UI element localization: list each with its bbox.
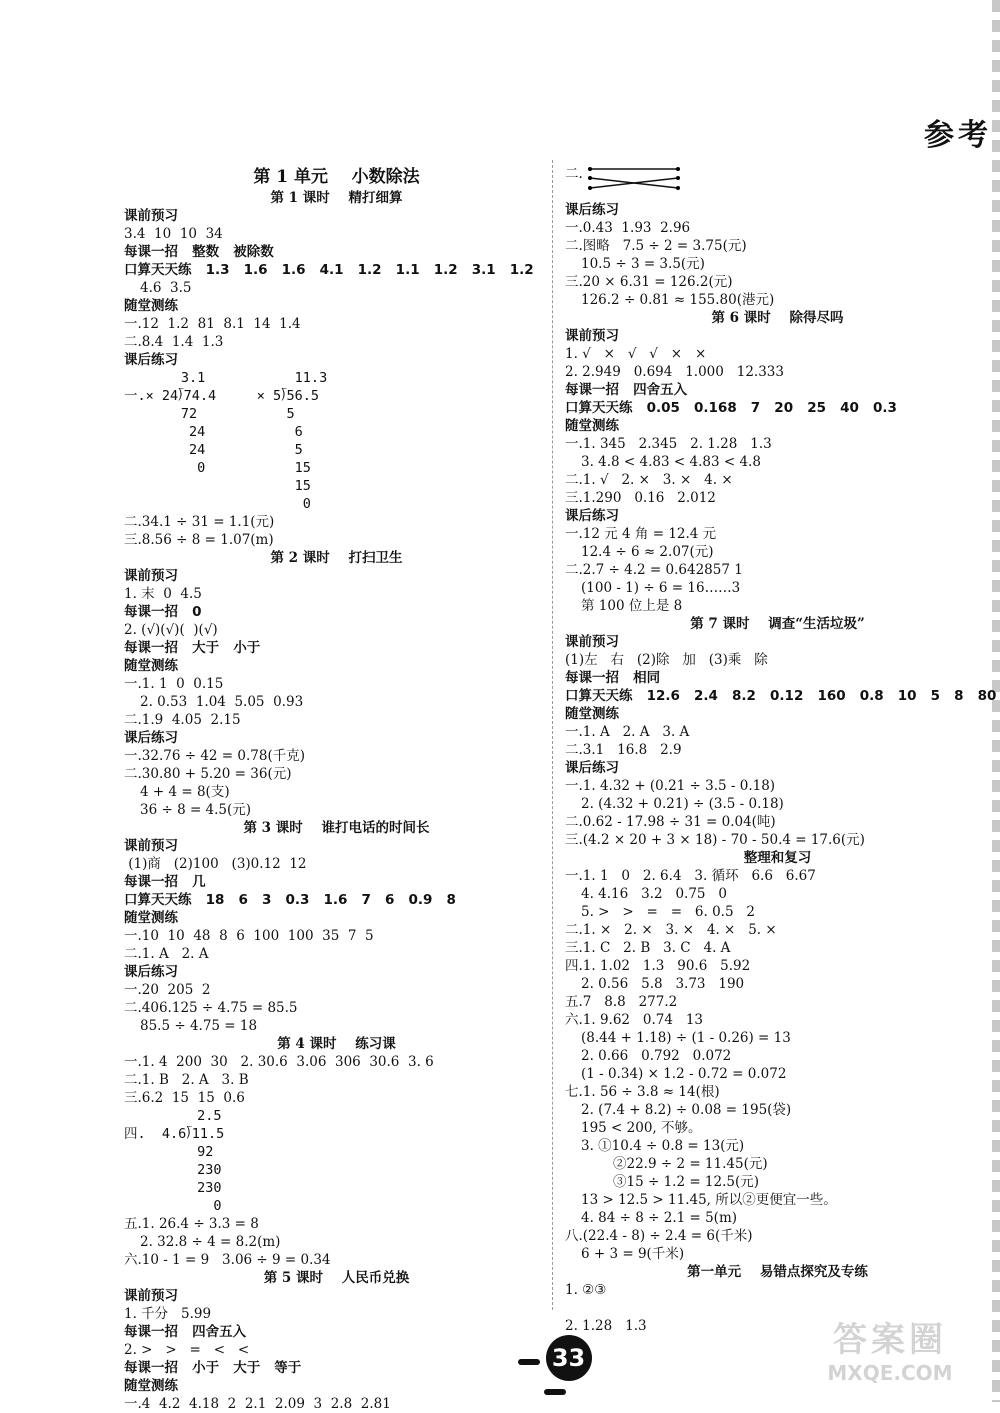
answer-line: 二.406.125 ÷ 4.75 = 85.5 — [124, 1000, 298, 1016]
answer-line: 三.20 × 6.31 = 126.2(元) — [565, 274, 733, 290]
answer-line: 二.34.1 ÷ 31 = 1.1(元) — [124, 514, 275, 530]
watermark — [800, 1312, 980, 1385]
answer-line: 一.12 1.2 81 8.1 14 1.4 — [124, 316, 301, 332]
answer-line: 第 7 课时 调查“生活垃圾” — [690, 616, 865, 632]
answer-line: 第 2 课时 打扫卫生 — [270, 550, 403, 566]
answer-line: 2. (√)(√)( )(√) — [124, 622, 218, 638]
watermark-logo: 答案圈 — [833, 1320, 947, 1360]
answer-line: 2. 0.56 5.8 3.73 190 — [581, 976, 745, 992]
answer-line: 课后练习 — [124, 352, 178, 368]
answer-line: 一.× 24⟌74.4 × 5⟌56.5 — [124, 388, 320, 404]
answer-line: 二.8.4 1.4 1.3 — [124, 334, 224, 350]
answer-line: (1 - 0.34) × 1.2 - 0.72 = 0.072 — [581, 1066, 787, 1082]
answer-line: (1)左 右 (2)除 加 (3)乘 除 — [565, 652, 768, 668]
answer-line: 2. 1.28 1.3 — [565, 1318, 647, 1334]
right-column — [565, 165, 997, 1335]
answer-line: 6 + 3 = 9(千米) — [581, 1246, 685, 1262]
answer-line: 第一单元 易错点探究及专练 — [687, 1264, 868, 1280]
answer-line: 36 ÷ 8 = 4.5(元) — [140, 802, 252, 818]
answer-line: 每课一招 0 — [124, 604, 202, 620]
answer-line: (1)商 (2)100 (3)0.12 12 — [124, 856, 307, 872]
answer-line: 三.(4.2 × 20 + 3 × 18) - 70 - 50.4 = 17.6(元) — [565, 832, 865, 848]
answer-line: 0 15 — [124, 460, 311, 476]
left-column — [124, 165, 549, 1413]
match-dot — [588, 167, 592, 171]
answer-line: 每课一招 大于 小于 — [124, 640, 261, 656]
answer-line: 每课一招 整数 被除数 — [124, 244, 274, 260]
answer-line: 一.20 205 2 — [124, 982, 211, 998]
answer-line: ③15 ÷ 1.2 = 12.5(元) — [613, 1174, 760, 1190]
page-number-badge: 33 — [546, 1335, 592, 1381]
match-dot — [676, 186, 680, 190]
answer-line: 课后练习 — [124, 964, 178, 980]
match-dot — [676, 167, 680, 171]
answer-line: 二.1.9 4.05 2.15 — [124, 712, 241, 728]
answer-line: 一.1. 1 0 0.15 — [124, 676, 224, 692]
answer-line: 口算天天练 0.05 0.168 7 20 25 40 0.3 — [565, 400, 897, 416]
answer-line: 五.7 8.8 277.2 — [565, 994, 678, 1010]
answer-line: 二.1. B 2. A 3. B — [124, 1072, 249, 1088]
answer-line: 随堂测练 — [124, 658, 178, 674]
answer-line: 四. 4.6⟌11.5 — [124, 1126, 225, 1142]
answer-line: 一.32.76 ÷ 42 = 0.78(千克) — [124, 748, 305, 764]
answer-line: 随堂测练 — [124, 1378, 178, 1394]
ornament-right — [544, 1389, 566, 1395]
answer-line: 随堂测练 — [565, 418, 619, 434]
answer-line: 2.5 — [124, 1108, 222, 1124]
answer-line: 每课一招 几 — [124, 874, 206, 890]
matching-lines-figure — [586, 164, 686, 194]
answer-line: 12.4 ÷ 6 ≈ 2.07(元) — [581, 544, 714, 560]
answer-line: 课前预习 — [124, 1288, 178, 1304]
answer-line: 三.1. C 2. B 3. C 4. A — [565, 940, 731, 956]
answer-line: 每课一招 相同 — [565, 670, 661, 686]
answer-line: 每课一招 四舍五入 — [124, 1324, 247, 1340]
answer-line: 2. 32.8 ÷ 4 = 8.2(m) — [140, 1234, 281, 1250]
answer-line: 2. 0.53 1.04 5.05 0.93 — [140, 694, 304, 710]
answer-line: 五.1. 26.4 ÷ 3.3 = 8 — [124, 1216, 259, 1232]
answer-line: 第 1 单元 小数除法 — [253, 167, 420, 187]
answer-line: 24 5 — [124, 442, 303, 458]
answer-line: 第 4 课时 练习课 — [277, 1036, 396, 1052]
match-dot — [588, 176, 592, 180]
answer-line: 课前预习 — [124, 568, 178, 584]
answer-line: 三.6.2 15 15 0.6 — [124, 1090, 245, 1106]
answer-line: 3. ①10.4 ÷ 0.8 = 13(元) — [581, 1138, 745, 1154]
answer-line: ②22.9 ÷ 2 = 11.45(元) — [613, 1156, 768, 1172]
answer-line: 一.1. A 2. A 3. A — [565, 724, 690, 740]
page-number — [505, 1335, 605, 1400]
answer-line: 四.1. 1.02 1.3 90.6 5.92 — [565, 958, 751, 974]
answer-line: 2. 0.66 0.792 0.072 — [581, 1048, 732, 1064]
answer-line: 整理和复习 — [743, 850, 812, 866]
answer-line: 课后练习 — [565, 508, 619, 524]
answer-line: 六.10 - 1 = 9 3.06 ÷ 9 = 0.34 — [124, 1252, 331, 1268]
answer-line: 4.6 3.5 — [140, 280, 192, 296]
answer-line: 1. ②③ — [565, 1282, 607, 1298]
page-header: 参考 — [924, 118, 992, 153]
answer-line: 10.5 ÷ 3 = 3.5(元) — [581, 256, 705, 272]
answer-line: 1. √ × √ √ × × — [565, 346, 707, 362]
answer-line: 第 3 课时 谁打电话的时间长 — [243, 820, 430, 836]
answer-line: 课前预习 — [565, 328, 619, 344]
answer-line: 第 6 课时 除得尽吗 — [711, 310, 844, 326]
answer-line: 2. (7.4 + 8.2) ÷ 0.08 = 195(袋) — [581, 1102, 792, 1118]
answer-line: 二.30.80 + 5.20 = 36(元) — [124, 766, 292, 782]
answer-line: 八.(22.4 - 8) ÷ 2.4 = 6(千米) — [565, 1228, 753, 1244]
answer-line: 随堂测练 — [124, 298, 178, 314]
answer-line: 二.3.1 16.8 2.9 — [565, 742, 682, 758]
answer-line: 13 > 12.5 > 11.45, 所以②更便宜一些。 — [581, 1192, 837, 1208]
answer-line: 随堂测练 — [124, 910, 178, 926]
answer-line: 一.4 4.2 4.18 2 2.1 2.09 3 2.8 2.81 — [124, 1396, 391, 1412]
answer-line: 一.10 10 48 8 6 100 100 35 7 5 — [124, 928, 374, 944]
answer-line: 4. 84 ÷ 8 ÷ 2.1 = 5(m) — [581, 1210, 738, 1226]
answer-line: (100 - 1) ÷ 6 = 16……3 — [581, 580, 741, 596]
answer-line: 2. > > = < < — [124, 1342, 250, 1358]
answer-line: 口算天天练 12.6 2.4 8.2 0.12 160 0.8 10 5 8 80 — [565, 688, 997, 704]
watermark-url: MXQE.COM — [827, 1361, 953, 1385]
answer-line: 课前预习 — [124, 208, 178, 224]
answer-line: 一.1. 345 2.345 2. 1.28 1.3 — [565, 436, 772, 452]
answer-line: 第 1 课时 精打细算 — [270, 190, 403, 206]
answer-line: 0 — [124, 1198, 222, 1214]
answer-line: 课前预习 — [565, 634, 619, 650]
answer-line: 随堂测练 — [565, 706, 619, 722]
answer-line: 1. 千分 5.99 — [124, 1306, 212, 1322]
answer-line: 5. > > = = 6. 0.5 2 — [581, 904, 756, 920]
answer-line: 三.8.56 ÷ 8 = 1.07(m) — [124, 532, 274, 548]
answer-line: 4 + 4 = 8(支) — [140, 784, 230, 800]
ornament-left — [518, 1359, 540, 1365]
answer-line: 一.12 元 4 角 = 12.4 元 — [565, 526, 717, 542]
answer-line: 每课一招 小于 大于 等于 — [124, 1360, 302, 1376]
answer-line: 二.1. A 2. A — [124, 946, 209, 962]
answer-line: 一.0.43 1.93 2.96 — [565, 220, 691, 236]
answer-line: 口算天天练 18 6 3 0.3 1.6 7 6 0.9 8 — [124, 892, 456, 908]
answer-line: 1. 末 0 4.5 — [124, 586, 202, 602]
answer-line: 七.1. 56 ÷ 3.8 ≈ 14(根) — [565, 1084, 720, 1100]
answer-line: 0 — [124, 496, 311, 512]
answer-line: 72 5 — [124, 406, 295, 422]
answer-line: 课后练习 — [565, 760, 619, 776]
answer-line: 3.1 11.3 — [124, 370, 328, 386]
answer-line: 24 6 — [124, 424, 303, 440]
answer-line: 85.5 ÷ 4.75 = 18 — [140, 1018, 258, 1034]
answer-line: 230 — [124, 1162, 222, 1178]
answer-line: 二. — [565, 166, 583, 182]
answer-line: 3.4 10 10 34 — [124, 226, 223, 242]
answer-line: (8.44 + 1.18) ÷ (1 - 0.26) = 13 — [581, 1030, 791, 1046]
answer-line: 三.1.290 0.16 2.012 — [565, 490, 716, 506]
answer-line: 二.2.7 ÷ 4.2 = 0.642857 1 — [565, 562, 743, 578]
answer-line: 课后练习 — [124, 730, 178, 746]
answer-line: 二.1. × 2. × 3. × 4. × 5. × — [565, 922, 777, 938]
answer-line: 195 < 200, 不够。 — [581, 1120, 702, 1136]
answer-line: 课前预习 — [124, 838, 178, 854]
answer-line: 15 — [124, 478, 311, 494]
answer-line: 3. 4.8 < 4.83 < 4.83 < 4.8 — [581, 454, 761, 470]
answer-line: 二.0.62 - 17.98 ÷ 31 = 0.04(吨) — [565, 814, 776, 830]
answer-line: 92 — [124, 1144, 214, 1160]
match-dot — [676, 176, 680, 180]
answer-line: 第 100 位上是 8 — [581, 598, 683, 614]
answer-line: 一.1. 1 0 2. 6.4 3. 循环 6.6 6.67 — [565, 868, 816, 884]
answer-line: 126.2 ÷ 0.81 ≈ 155.80(港元) — [581, 292, 775, 308]
answer-line: 230 — [124, 1180, 222, 1196]
answer-line: 4. 4.16 3.2 0.75 0 — [581, 886, 727, 902]
answer-line: 二.1. √ 2. × 3. × 4. × — [565, 472, 733, 488]
answer-line: 一.1. 4 200 30 2. 30.6 3.06 306 30.6 3. 6 — [124, 1054, 434, 1070]
answer-line: 六.1. 9.62 0.74 13 — [565, 1012, 704, 1028]
answer-line: 2. (4.32 + 0.21) ÷ (3.5 - 0.18) — [581, 796, 784, 812]
answer-line: 一.1. 4.32 + (0.21 ÷ 3.5 - 0.18) — [565, 778, 776, 794]
answer-line: 口算天天练 1.3 1.6 1.6 4.1 1.2 1.1 1.2 3.1 1.2 — [124, 262, 534, 278]
answer-line: 课后练习 — [565, 202, 619, 218]
answer-line: 二.图略 7.5 ÷ 2 = 3.75(元) — [565, 238, 747, 254]
column-divider — [552, 160, 553, 1310]
answer-line: 2. 2.949 0.694 1.000 12.333 — [565, 364, 784, 380]
answer-line: 每课一招 四舍五入 — [565, 382, 688, 398]
answer-line: 第 5 课时 人民币兑换 — [263, 1270, 410, 1286]
match-dot — [588, 186, 592, 190]
